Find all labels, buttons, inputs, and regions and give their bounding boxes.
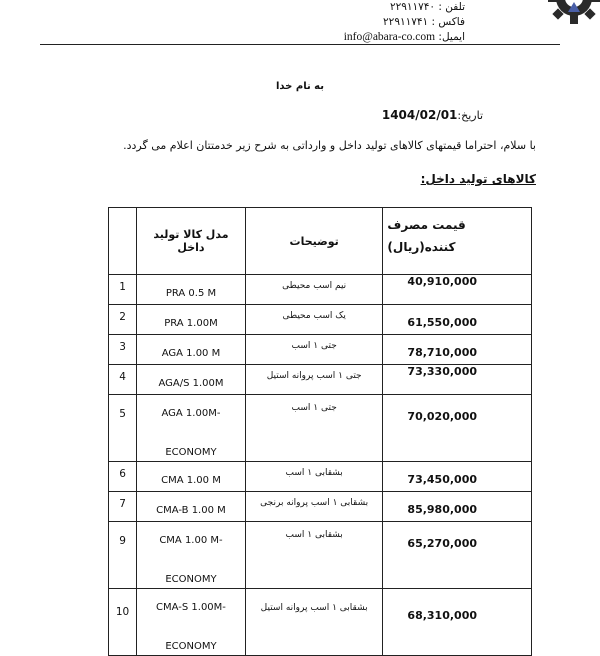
row-price: 68,310,000 xyxy=(383,589,532,656)
table-row xyxy=(109,335,532,365)
row-model xyxy=(137,589,246,656)
table-row xyxy=(109,395,532,462)
row-model-line1: CMA 1.00 M xyxy=(161,475,221,486)
row-number: 2 xyxy=(109,305,137,335)
row-model-line2: ECONOMY xyxy=(165,447,217,458)
row-model xyxy=(137,462,246,492)
row-price: 70,020,000 xyxy=(383,395,532,462)
header-description: توضیحات xyxy=(245,208,383,275)
row-model-line1: AGA 1.00 M xyxy=(161,348,221,359)
table-row xyxy=(109,589,532,656)
row-model xyxy=(137,365,246,395)
row-model xyxy=(137,492,246,522)
row-model xyxy=(137,275,246,305)
header-number xyxy=(109,208,137,275)
row-description: بشقابی ۱ اسب پروانه برنجی xyxy=(245,492,383,522)
table-row xyxy=(109,305,532,335)
row-price: 40,910,000 xyxy=(383,275,532,305)
phone-line: تلفن : ۲۲۹۱۱۷۴۰ xyxy=(389,1,465,13)
table-row xyxy=(109,522,532,589)
greeting-paragraph: با سلام، احتراما قیمتهای کالاهای تولید داخل و وارداتی به شرح زیر خدمتتان اعلام می گردد. xyxy=(123,139,536,152)
row-description: بشقابی ۱ اسب پروانه استیل xyxy=(245,589,383,656)
row-model xyxy=(137,522,246,589)
row-price: 61,550,000 xyxy=(383,305,532,335)
date-label: تاریخ: xyxy=(457,109,483,122)
row-number: 5 xyxy=(109,395,137,462)
company-gear-logo xyxy=(548,0,600,24)
letter-date xyxy=(382,108,483,122)
row-description: بشقابی ۱ اسب xyxy=(245,522,383,589)
table-row xyxy=(109,492,532,522)
row-description: یک اسب محیطی xyxy=(245,305,383,335)
row-number: 4 xyxy=(109,365,137,395)
row-model xyxy=(137,395,246,462)
row-price: 78,710,000 xyxy=(383,335,532,365)
row-price: 65,270,000 xyxy=(383,522,532,589)
row-description: جتی ۱ اسب پروانه استیل xyxy=(245,365,383,395)
row-description: جتی ۱ اسب xyxy=(245,395,383,462)
email-label: ایمیل: xyxy=(438,31,465,43)
table-header-row xyxy=(109,208,532,275)
header-model: مدل کالا تولید داخل xyxy=(137,208,246,275)
row-description: بشقابی ۱ اسب xyxy=(245,462,383,492)
row-model xyxy=(137,335,246,365)
row-price: 73,450,000 xyxy=(383,462,532,492)
row-model-line1: AGA/S 1.00M xyxy=(158,378,224,389)
row-model xyxy=(137,305,246,335)
contact-block xyxy=(265,0,465,45)
section-title: کالاهای تولید داخل: xyxy=(420,172,536,186)
row-number: 10 xyxy=(109,589,137,656)
row-model-line1: CMA-S 1.00M- xyxy=(156,602,226,613)
table-row xyxy=(109,275,532,305)
basmala-heading: به نام خدا xyxy=(275,81,325,92)
row-number: 3 xyxy=(109,335,137,365)
row-model-line1: AGA 1.00M- xyxy=(161,408,221,419)
row-description: جتی ۱ اسب xyxy=(245,335,383,365)
price-table xyxy=(108,207,532,656)
row-model-line1: CMA 1.00 M- xyxy=(159,535,223,546)
email-address: info@abara-co.com xyxy=(343,31,436,43)
row-number: 6 xyxy=(109,462,137,492)
row-number: 1 xyxy=(109,275,137,305)
row-model-line1: CMA-B 1.00 M xyxy=(156,505,226,516)
row-model-line2: ECONOMY xyxy=(165,574,217,585)
row-number: 9 xyxy=(109,522,137,589)
table-row xyxy=(109,462,532,492)
fax-line: فاکس : ۲۲۹۱۱۷۴۱ xyxy=(383,16,465,28)
email-line xyxy=(265,30,465,45)
row-model-line1: PRA 0.5 M xyxy=(165,288,217,299)
row-description: نیم اسب محیطی xyxy=(245,275,383,305)
row-number: 7 xyxy=(109,492,137,522)
row-model-line1: PRA 1.00M xyxy=(164,318,218,329)
header-divider xyxy=(40,44,560,45)
date-value: 1404/02/01 xyxy=(381,108,458,122)
row-model-line2: ECONOMY xyxy=(165,641,217,652)
row-price: 85,980,000 xyxy=(383,492,532,522)
row-price: 73,330,000 xyxy=(383,365,532,395)
table-row xyxy=(109,365,532,395)
header-price: قیمت مصرف کننده(ریال) xyxy=(383,208,532,275)
